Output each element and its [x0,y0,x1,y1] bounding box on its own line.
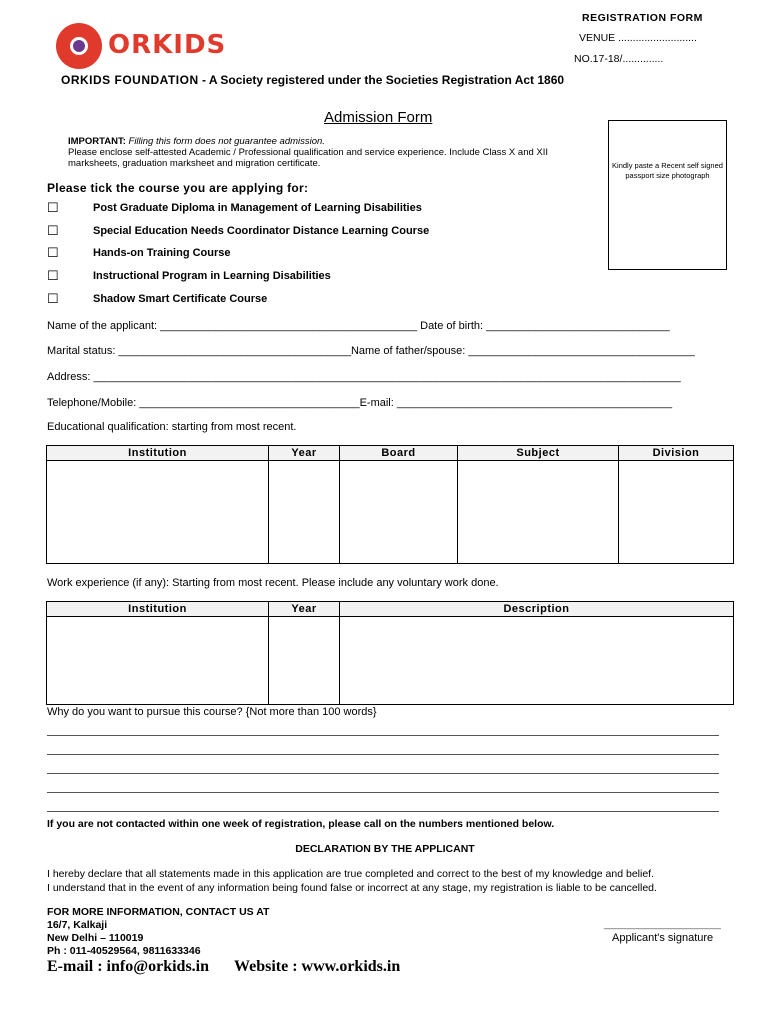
table-header-row [47,446,734,461]
important-line3: marksheets, graduation marksheet and migration certificate. [68,158,321,169]
signature-label: Applicant's signature [612,932,714,944]
col-board: Board [340,446,458,461]
signature-line[interactable]: ____________________ [604,918,721,930]
important-label: IMPORTANT: [68,136,126,147]
contact-email[interactable]: E-mail : info@orkids.in [47,958,210,975]
applicant-name-dob-field[interactable]: Name of the applicant: __________________________________________ Date of birth: ______________________________ [47,320,670,332]
course-prompt: Please tick the course you are applying for: [47,181,309,195]
table-cell[interactable] [458,461,619,564]
foundation-line [61,73,564,87]
important-italic: Filling this form does not guarantee admission. [125,136,325,147]
important-note [68,136,325,147]
col-institution: Institution [47,446,269,461]
venue-field: VENUE ........................... [579,32,697,44]
col-year: Year [269,602,340,617]
checkbox-icon[interactable]: ☐ [47,223,59,238]
answer-line[interactable] [47,735,719,736]
declaration-line2: I understand that in the event of any information being found false or incorrect at any stage, my registration is liable to be cancelled. [47,882,657,894]
education-table [46,445,734,564]
table-cell[interactable] [47,617,269,705]
registration-number-field: NO.17-18/.............. [574,53,664,65]
table-cell[interactable] [269,461,340,564]
course-label: Post Graduate Diploma in Management of Learning Disabilities [93,202,422,214]
page-title: Admission Form [324,109,433,126]
contact-note: If you are not contacted within one week of registration, please call on the numbers mentioned below. [47,818,555,830]
col-subject: Subject [458,446,619,461]
answer-line[interactable] [47,754,719,755]
table-cell[interactable] [619,461,734,564]
education-label: Educational qualification: starting from most recent. [47,421,297,433]
orkids-logo-text: ORKIDS [108,30,227,60]
contact-phone: Ph : 011-40529564, 9811633346 [47,945,201,957]
table-cell[interactable] [269,617,340,705]
course-label: Instructional Program in Learning Disabilities [93,270,331,282]
course-label: Hands-on Training Course [93,247,231,259]
address-line2: New Delhi – 110019 [47,932,144,944]
work-experience-table [46,601,734,705]
orkids-logo-mark [56,23,102,69]
phone-email-field[interactable]: Telephone/Mobile: ____________________________________E-mail: _____________________________________________ [47,397,673,409]
important-line2: Please enclose self-attested Academic / Professional qualification and service experience. Include Class X and XII [68,147,549,158]
foundation-name: ORKIDS FOUNDATION [61,73,199,87]
answer-line[interactable] [47,773,719,774]
col-institution: Institution [47,602,269,617]
photo-instructions: Kindly paste a Recent self signed passport size photograph [612,161,723,180]
more-info-heading: FOR MORE INFORMATION, CONTACT US AT [47,906,270,918]
contact-website[interactable]: Website : www.orkids.in [234,958,401,975]
registration-form-label: REGISTRATION FORM [582,12,703,24]
declaration-line1: I hereby declare that all statements made in this application are true completed and correct to the best of my knowledge and belief. [47,868,655,880]
course-label: Shadow Smart Certificate Course [93,293,268,305]
foundation-desc: - A Society registered under the Societies Registration Act 1860 [198,73,565,87]
course-label: Special Education Needs Coordinator Distance Learning Course [93,225,430,237]
table-cell[interactable] [47,461,269,564]
address-line1: 16/7, Kalkaji [47,919,108,931]
work-experience-label: Work experience (if any): Starting from most recent. Please include any voluntary work done. [47,577,499,589]
checkbox-icon[interactable]: ☐ [47,200,59,215]
table-row[interactable] [47,461,734,564]
declaration-title: DECLARATION BY THE APPLICANT [295,843,475,855]
col-description: Description [340,602,734,617]
checkbox-icon[interactable]: ☐ [47,291,59,306]
table-cell[interactable] [340,461,458,564]
table-cell[interactable] [340,617,734,705]
col-year: Year [269,446,340,461]
table-row[interactable] [47,617,734,705]
marital-father-field[interactable]: Marital status: ______________________________________Name of father/spouse: _____________________________________ [47,345,695,357]
why-pursue-label: Why do you want to pursue this course? {Not more than 100 words} [47,706,377,718]
photo-box[interactable] [608,120,727,270]
checkbox-icon[interactable]: ☐ [47,245,59,260]
table-header-row [47,602,734,617]
checkbox-icon[interactable]: ☐ [47,268,59,283]
answer-line[interactable] [47,811,719,812]
address-field[interactable]: Address: ________________________________________________________________________________________________ [47,371,681,383]
col-division: Division [619,446,734,461]
answer-line[interactable] [47,792,719,793]
